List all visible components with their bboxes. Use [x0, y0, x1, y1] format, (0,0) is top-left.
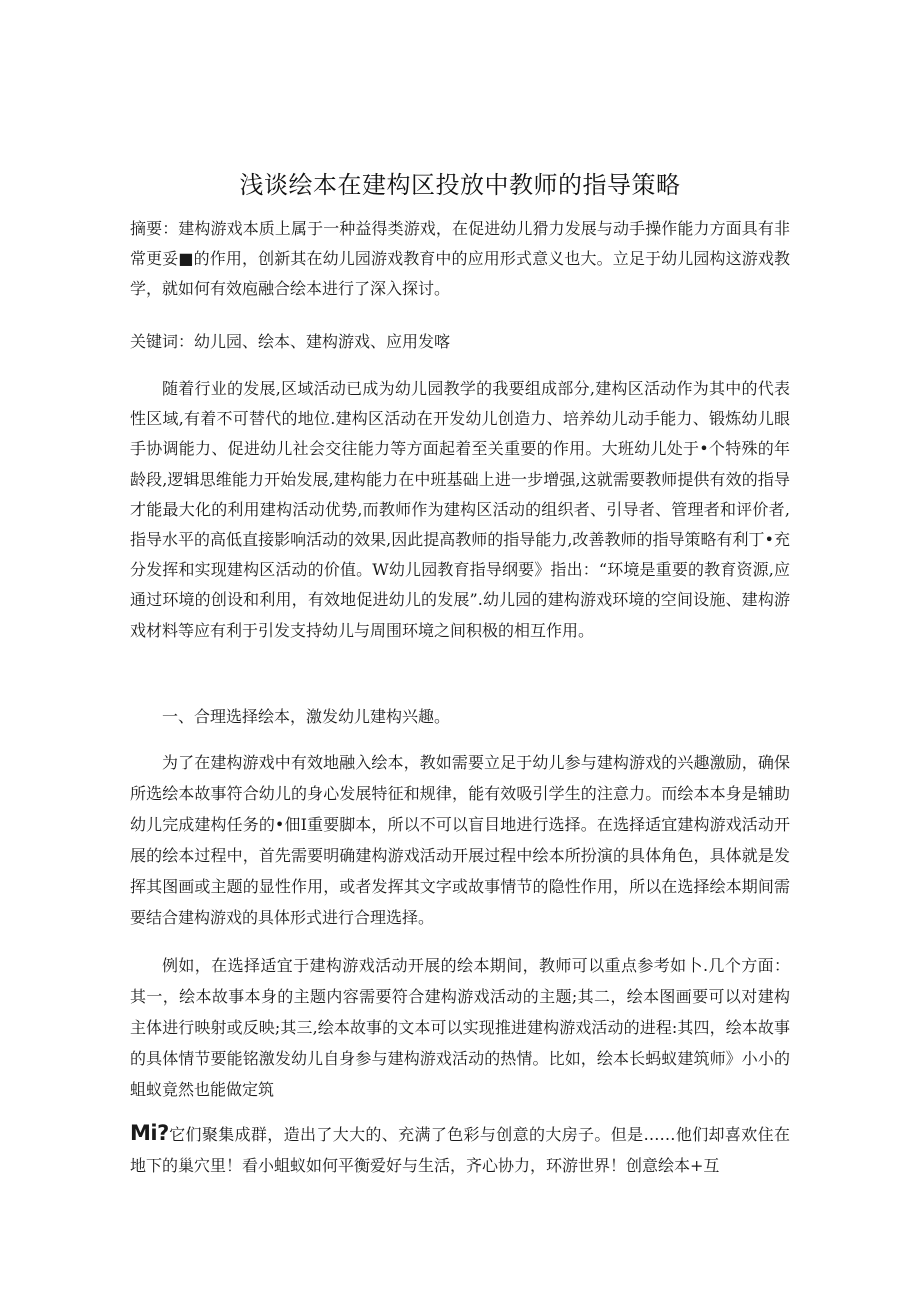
document-title: 浅谈绘本在建构区投放中教师的指导策略	[239, 171, 681, 199]
body-paragraph-ant-story	[130, 1118, 790, 1181]
paragraph-body-text: 它们聚集成群，造出了大大的、充满了色彩与创意的大房子。但是……他们却喜欢住在地下的巢穴里！看小蛆蚁如何平衡爱好与生活，齐心协力，环游世界！创意绘本+互	[130, 1125, 790, 1175]
paragraph-lead-text: Mi?	[130, 1121, 169, 1145]
section-heading-1: 一、合理选择绘本，激发幼儿建构兴趣。	[162, 707, 451, 726]
body-paragraph-selection: 为了在建构游戏中有效地融入绘本，教如需要立足于幼儿参与建构游戏的兴趣激励，确保所选绘本故事符合幼儿的身心发展特征和规律，能有效吸引学生的注意力。而绘本本身是辅助幼儿完成建构任务的•佃I重要脚本，所以不可以盲目地进行选择。在选择适宜建构游戏活动开展的绘本过程中，首先需要明确建构游戏活动开展过程中绘本所扮演的具体角色，具体就是发挥其图画或主题的显性作用，或者发挥其文字或故事情节的隐性作用，所以在选择绘本期间需要结合建构游戏的具体形式进行合理选择。	[130, 753, 790, 927]
body-paragraph-example: 例如，在选择适宜于建构游戏活动开展的绘本期间，教师可以重点参考如卜.几个方面：其一，绘本故事本身的主题内容需要符合建构游戏活动的主题;其二，绘本图画要可以对建构主体进行映射或反映;其三,绘本故事的文本可以实现推进建构游戏活动的进程:其四，绘本故事的具体情节要能铭激发幼儿自身参与建构游戏活动的热情。比如，绘本长蚂蚁建筑师》小小的蛆蚁竟然也能做定筑	[130, 956, 790, 1099]
body-paragraph-intro: 随着行业的发展,区域活动已成为幼儿园教学的我要组成部分,建构区活动作为其中的代表性区域,有着不可替代的地位.建构区活动在开发幼儿创造力、培养幼儿动手能力、锻炼幼儿眼手协调能力、促进幼儿社会交往能力等方面起着至关重要的作用。大班幼儿处于•个特殊的年龄段,逻辑思维能力开始发展,建构能力在中班基础上进一步增强,这就需要教师提供有效的指导才能最大化的利用建构活动优势,而教师作为建构区活动的组织者、引导者、管理者和评价者,指导水平的高低直接影响活动的效果,因此提高教师的指导能力,改善教师的指导策略有利丁•充分发挥和实现建构区活动的价值。W幼儿园教育指导纲要》指出：“环境是重要的教育资源,应通过环境的创设和利用，有效地促进幼儿的发展”.幼儿园的建构游戏环境的空间设施、建构游戏材料等应有利于引发支持幼儿与周围环境之间积极的相互作用。	[130, 379, 790, 640]
keywords-line: 关键词：幼儿园、绘本、建构游戏、应用发喀	[130, 332, 451, 351]
abstract-paragraph: 摘要：建构游戏本质上属于一种益得类游戏，在促进幼儿猾力发展与动手操作能力方面具有非常更妥■的作用，创新其在幼儿园游戏教育中的应用形式意义也大。立足于幼儿园构这游戏教学，就如何有效庖融合绘本进行了深入探讨。	[130, 219, 790, 298]
